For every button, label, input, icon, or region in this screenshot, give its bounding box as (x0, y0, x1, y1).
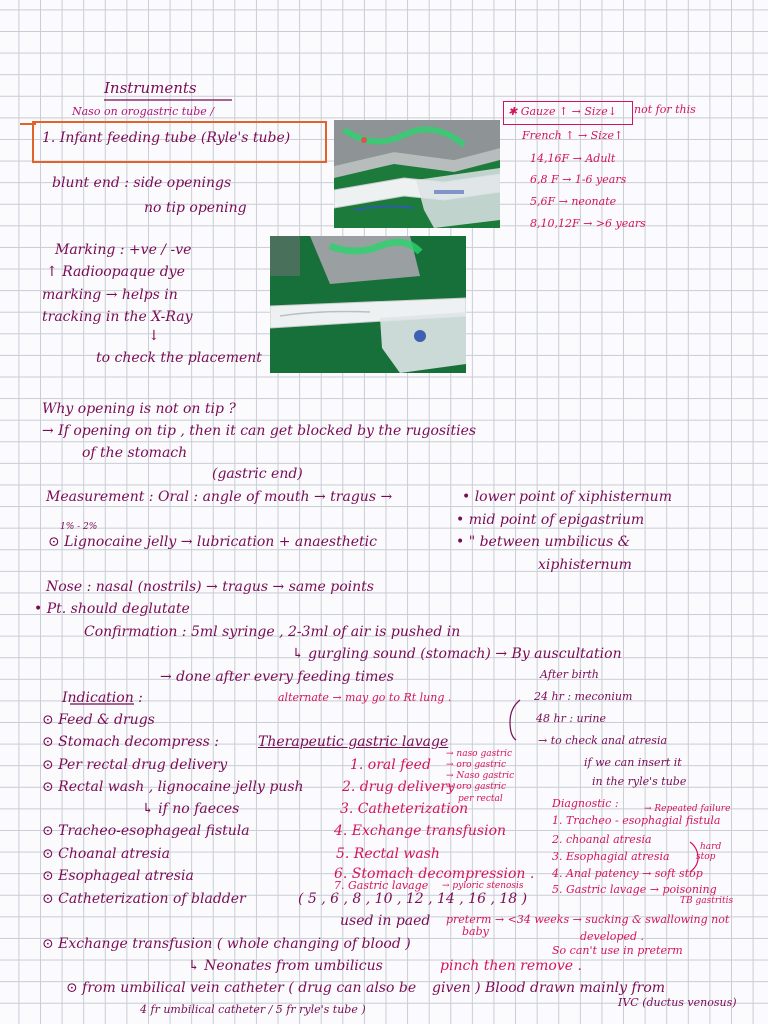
radio-line-2: marking → helps in (42, 287, 178, 303)
pt-deglutate: • Pt. should deglutate (34, 601, 190, 617)
in-ryles-text: in the ryle's tube (592, 775, 687, 788)
indication-7: ⊙ Esophageal atresia (42, 868, 194, 884)
list-lavage-note: → pyloric stenosis (442, 881, 524, 891)
confirmation-text: Confirmation : 5ml syringe , 2-3ml of air is pushed in (84, 624, 461, 640)
ivc-text: IVC (ductus venosus) (618, 996, 737, 1009)
marking-text: Marking : +ve / -ve (55, 242, 192, 258)
baby-text: baby (462, 925, 489, 938)
page-heading: Instruments (104, 79, 197, 97)
indication-8-sizes: ( 5 , 6 , 8 , 10 , 12 , 14 , 16 , 18 ) (298, 891, 528, 907)
lignocaine-text: ⊙ Lignocaine jelly → lubrication + anaesthetic (48, 534, 377, 550)
radio-line-1: ↑ Radioopaque dye (46, 264, 185, 280)
list-lavage: 7. Gastric lavage (334, 879, 429, 892)
pinch-text: pinch then remove . (440, 958, 582, 974)
sub-heading: Naso on orogastric tube / (72, 105, 215, 118)
hr48-text: 48 hr : urine (536, 712, 606, 725)
indication-10-b: given ) Blood drawn mainly from (432, 980, 666, 996)
hard-stop-2: stop (696, 852, 716, 862)
if-we-text: if we can insert it (584, 756, 682, 769)
indication-6: ⊙ Choanal atresia (42, 846, 170, 862)
after-every-feeding: → done after every feeding times (160, 669, 394, 685)
list-drug-a: → Naso gastric (446, 771, 515, 781)
radio-arrow: ↓ (148, 328, 160, 344)
radio-line-3: tracking in the X-Ray (42, 309, 193, 325)
why-answer-1: → If opening on tip , then it can get blocked by the rugosities (42, 423, 477, 439)
list-oral-feed-a: → naso gastric (446, 749, 513, 759)
indication-8: ⊙ Catheterization of bladder (42, 891, 246, 907)
mid-point-text: • mid point of epigastrium (456, 512, 645, 528)
item1-label: 1. Infant feeding tube (Ryle's tube) (42, 130, 291, 146)
footer-text: 4 fr umbilical catheter / 5 fr ryle's tube ) (140, 1003, 366, 1016)
indication-5: ⊙ Tracheo-esophageal fistula (42, 823, 250, 839)
size-6-years: 8,10,12F → >6 years (530, 217, 646, 230)
why-question: Why opening is not on tip ? (42, 401, 236, 417)
neonates-text: ↳ Neonates from umbilicus (188, 958, 383, 974)
diagnostic-1: 1. Tracheo - esophagial fistula (552, 814, 721, 827)
diagnostic-3: 3. Esophagial atresia (552, 850, 670, 863)
list-catheterization: 3. Catheterization (340, 801, 469, 817)
between-umbilicus-text: • " between umbilicus & (456, 534, 631, 550)
after-birth-text: After birth (540, 668, 599, 681)
diagnostic-4: 4. Anal patency → soft stop (552, 867, 703, 880)
used-in-paed: used in paed (340, 913, 431, 929)
why-answer-2: of the stomach (82, 445, 188, 461)
gurgling-text: ↳ gurgling sound (stomach) → By auscultation (292, 646, 622, 662)
list-exchange: 4. Exchange transfusion (334, 823, 507, 839)
hard-stop-1: hard (700, 842, 722, 852)
gastric-end-text: (gastric end) (212, 466, 303, 482)
french-size: French ↑ → Size↑ (522, 129, 624, 142)
gauze-box-text: ✱ Gauze ↑ → Size↓ (508, 105, 617, 118)
radio-line-4: to check the placement (96, 350, 262, 366)
diagnostic-heading: Diagnostic : (552, 797, 619, 810)
indication-10: ⊙ from umbilical vein catheter ( drug can also be (66, 980, 417, 996)
indication-2-lavage: Therapeutic gastric lavage (258, 734, 449, 750)
list-oral-feed: 1. oral feed (350, 757, 431, 773)
list-oral-feed-b: → oro gastric (446, 760, 506, 770)
size-1-6: 6,8 F → 1-6 years (530, 173, 627, 186)
blunt-end-text: blunt end : side openings (52, 175, 232, 191)
list-drug-c: per rectal (458, 794, 503, 804)
diagnostic-2: 2. choanal atresia (552, 833, 652, 846)
lower-point-text: • lower point of xiphisternum (462, 489, 672, 505)
xiphisternum-text: xiphisternum (538, 557, 632, 573)
percent-text: 1% - 2% (60, 522, 98, 532)
indication-1: ⊙ Feed & drugs (42, 712, 155, 728)
cant-use-text: So can't use in preterm (552, 944, 683, 957)
tb-gastritis: TB gastritis (680, 896, 734, 906)
indication-3: ⊙ Per rectal drug delivery (42, 757, 228, 773)
size-neonate: 5,6F → neonate (530, 195, 617, 208)
no-tip-text: no tip opening (144, 200, 247, 216)
if-no-faeces: ↳ if no faeces (142, 801, 240, 817)
gauze-note: not for this (634, 103, 696, 116)
list-rectal-wash: 5. Rectal wash (336, 846, 440, 862)
indication-heading: Indication : (62, 690, 143, 706)
hr24-text: 24 hr : meconium (534, 690, 633, 703)
measurement-text: Measurement : Oral : angle of mouth → tragus → (46, 489, 393, 505)
diagnostic-5: 5. Gastric lavage → poisoning (552, 883, 717, 896)
check-anal-text: → to check anal atresia (538, 734, 668, 747)
developed-text: developed . (580, 930, 645, 943)
preterm-text: preterm → <34 weeks → sucking & swallowing not (446, 913, 730, 926)
list-decompression: 6. Stomach decompression . (334, 866, 535, 882)
indication-2: ⊙ Stomach decompress : (42, 734, 220, 750)
nose-text: Nose : nasal (nostrils) → tragus → same points (46, 579, 374, 595)
size-adult: 14,16F → Adult (530, 152, 616, 165)
list-drug-b: → oro gastric (446, 782, 506, 792)
indication-4: ⊙ Rectal wash , lignocaine jelly push (42, 779, 304, 795)
list-drug-delivery: 2. drug delivery (342, 779, 455, 795)
indication-9: ⊙ Exchange transfusion ( whole changing of blood ) (42, 936, 411, 952)
repeated-failure: → Repeated failure (644, 804, 731, 814)
alternate-text: alternate → may go to Rt lung . (278, 691, 452, 704)
